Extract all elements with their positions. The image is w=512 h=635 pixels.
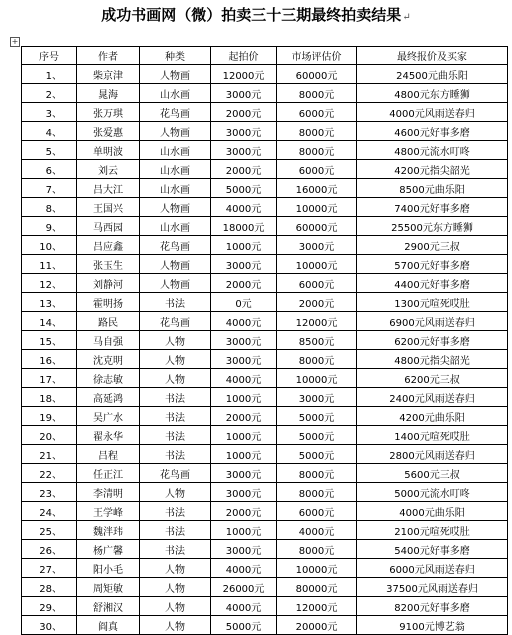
cell-category: 山水画: [140, 179, 211, 198]
cell-market-value: 16000元: [277, 179, 357, 198]
cell-final-price: 6000元风雨送春归: [357, 559, 508, 578]
cell-index: 15、: [22, 331, 77, 350]
cell-index: 17、: [22, 369, 77, 388]
table-row: [22, 103, 508, 122]
col-author-header: 作者: [77, 47, 140, 65]
cell-market-value: 12000元: [277, 597, 357, 616]
cell-final-price: 24500元曲乐阳: [357, 65, 508, 84]
cell-author: 任正江: [77, 464, 140, 483]
cell-author: 霍明扬: [77, 293, 140, 312]
table-row: [22, 521, 508, 540]
cell-market-value: 5000元: [277, 445, 357, 464]
cell-start-price: 3000元: [211, 331, 277, 350]
cell-author: 李清明: [77, 483, 140, 502]
cell-market-value: 2000元: [277, 293, 357, 312]
cell-category: 人物: [140, 597, 211, 616]
cell-final-price: 37500元风雨送春归: [357, 578, 508, 597]
cell-index: 3、: [22, 103, 77, 122]
cell-final-price: 5400元好事多磨: [357, 540, 508, 559]
cell-index: 23、: [22, 483, 77, 502]
cell-index: 20、: [22, 426, 77, 445]
cell-start-price: 4000元: [211, 369, 277, 388]
cell-final-price: 2800元风雨送春归: [357, 445, 508, 464]
cell-author: 路民: [77, 312, 140, 331]
table-row: [22, 426, 508, 445]
cell-start-price: 2000元: [211, 407, 277, 426]
cell-market-value: 6000元: [277, 274, 357, 293]
cell-author: 吕应鑫: [77, 236, 140, 255]
cell-market-value: 20000元: [277, 616, 357, 635]
cell-final-price: 8200元好事多磨: [357, 597, 508, 616]
paragraph-mark-icon: ↵: [402, 12, 411, 23]
cell-author: 阎真: [77, 616, 140, 635]
table-row: [22, 445, 508, 464]
cell-market-value: 60000元: [277, 65, 357, 84]
cell-start-price: 4000元: [211, 559, 277, 578]
cell-author: 刘静河: [77, 274, 140, 293]
cell-market-value: 6000元: [277, 502, 357, 521]
cell-start-price: 4000元: [211, 597, 277, 616]
cell-start-price: 2000元: [211, 103, 277, 122]
table-row: [22, 293, 508, 312]
cell-start-price: 4000元: [211, 312, 277, 331]
cell-author: 舒湘汉: [77, 597, 140, 616]
col-category-header: 种类: [140, 47, 211, 65]
cell-start-price: 1000元: [211, 426, 277, 445]
cell-index: 30、: [22, 616, 77, 635]
cell-author: 王国兴: [77, 198, 140, 217]
cell-market-value: 5000元: [277, 407, 357, 426]
cell-category: 人物画: [140, 198, 211, 217]
cell-category: 人物: [140, 369, 211, 388]
table-row: [22, 331, 508, 350]
cell-final-price: 5700元好事多磨: [357, 255, 508, 274]
cell-author: 张玉生: [77, 255, 140, 274]
cell-start-price: 2000元: [211, 502, 277, 521]
cell-start-price: 4000元: [211, 198, 277, 217]
cell-category: 人物: [140, 559, 211, 578]
table-row: [22, 274, 508, 293]
cell-market-value: 8000元: [277, 540, 357, 559]
cell-category: 人物画: [140, 65, 211, 84]
table-row: [22, 160, 508, 179]
cell-index: 5、: [22, 141, 77, 160]
cell-final-price: 1300元喧死哎肚: [357, 293, 508, 312]
cell-index: 18、: [22, 388, 77, 407]
cell-final-price: 6200元三叔: [357, 369, 508, 388]
cell-author: 吕大江: [77, 179, 140, 198]
table-row: [22, 84, 508, 103]
table-row: [22, 369, 508, 388]
cell-market-value: 10000元: [277, 559, 357, 578]
cell-category: 花鸟画: [140, 236, 211, 255]
document-title: [0, 4, 512, 29]
cell-start-price: 3000元: [211, 141, 277, 160]
cell-author: 柴京津: [77, 65, 140, 84]
cell-final-price: 4600元好事多磨: [357, 122, 508, 141]
table-row: [22, 122, 508, 141]
cell-index: 13、: [22, 293, 77, 312]
cell-category: 书法: [140, 445, 211, 464]
table-row: [22, 388, 508, 407]
cell-author: 单明波: [77, 141, 140, 160]
cell-start-price: 18000元: [211, 217, 277, 236]
cell-market-value: 6000元: [277, 103, 357, 122]
cell-start-price: 3000元: [211, 464, 277, 483]
cell-market-value: 12000元: [277, 312, 357, 331]
cell-final-price: 7400元好事多磨: [357, 198, 508, 217]
cell-start-price: 3000元: [211, 255, 277, 274]
cell-author: 马西园: [77, 217, 140, 236]
cell-category: 人物: [140, 483, 211, 502]
cell-index: 26、: [22, 540, 77, 559]
cell-category: 书法: [140, 426, 211, 445]
cell-category: 山水画: [140, 217, 211, 236]
cell-market-value: 6000元: [277, 160, 357, 179]
cell-market-value: 10000元: [277, 198, 357, 217]
cell-author: 阳小毛: [77, 559, 140, 578]
cell-final-price: 4000元曲乐阳: [357, 502, 508, 521]
cell-category: 人物画: [140, 255, 211, 274]
table-row: [22, 597, 508, 616]
cell-author: 周矩敏: [77, 578, 140, 597]
cell-index: 2、: [22, 84, 77, 103]
cell-market-value: 8500元: [277, 331, 357, 350]
cell-start-price: 1000元: [211, 445, 277, 464]
cell-final-price: 4200元指尖韶光: [357, 160, 508, 179]
cell-author: 王学峰: [77, 502, 140, 521]
table-row: [22, 540, 508, 559]
cell-final-price: 2100元喧死哎肚: [357, 521, 508, 540]
cell-author: 吴广水: [77, 407, 140, 426]
table-header-row: [22, 47, 508, 65]
cell-category: 书法: [140, 293, 211, 312]
cell-index: 9、: [22, 217, 77, 236]
cell-final-price: 8500元曲乐阳: [357, 179, 508, 198]
col-start-price-header: 起拍价: [211, 47, 277, 65]
cell-final-price: 2400元风雨送春归: [357, 388, 508, 407]
cell-category: 花鸟画: [140, 464, 211, 483]
cell-author: 马自强: [77, 331, 140, 350]
table-move-handle-icon[interactable]: +: [11, 37, 19, 46]
table-row: [22, 65, 508, 84]
cell-market-value: 8000元: [277, 141, 357, 160]
cell-index: 16、: [22, 350, 77, 369]
cell-market-value: 10000元: [277, 255, 357, 274]
table-row: [22, 483, 508, 502]
cell-final-price: 4800元流水叮咚: [357, 141, 508, 160]
cell-market-value: 60000元: [277, 217, 357, 236]
cell-start-price: 3000元: [211, 350, 277, 369]
cell-category: 书法: [140, 502, 211, 521]
cell-final-price: 4200元曲乐阳: [357, 407, 508, 426]
cell-author: 杨广馨: [77, 540, 140, 559]
cell-category: 书法: [140, 521, 211, 540]
cell-market-value: 8000元: [277, 350, 357, 369]
cell-start-price: 1000元: [211, 388, 277, 407]
cell-market-value: 5000元: [277, 426, 357, 445]
cell-author: 晁海: [77, 84, 140, 103]
cell-index: 19、: [22, 407, 77, 426]
cell-category: 人物画: [140, 122, 211, 141]
cell-start-price: 2000元: [211, 274, 277, 293]
cell-final-price: 9100元博艺翁: [357, 616, 508, 635]
cell-category: 书法: [140, 540, 211, 559]
auction-results-table: [21, 46, 508, 635]
cell-category: 山水画: [140, 160, 211, 179]
cell-index: 8、: [22, 198, 77, 217]
cell-index: 29、: [22, 597, 77, 616]
table-row: [22, 236, 508, 255]
cell-final-price: 6900元风雨送春归: [357, 312, 508, 331]
cell-start-price: 12000元: [211, 65, 277, 84]
cell-index: 14、: [22, 312, 77, 331]
table-row: [22, 255, 508, 274]
table-row: [22, 464, 508, 483]
cell-start-price: 5000元: [211, 179, 277, 198]
cell-market-value: 4000元: [277, 521, 357, 540]
cell-category: 人物: [140, 331, 211, 350]
table-row: [22, 312, 508, 331]
cell-index: 12、: [22, 274, 77, 293]
cell-index: 6、: [22, 160, 77, 179]
cell-start-price: 1000元: [211, 236, 277, 255]
cell-index: 25、: [22, 521, 77, 540]
cell-index: 7、: [22, 179, 77, 198]
cell-category: 人物: [140, 350, 211, 369]
cell-author: 沈克明: [77, 350, 140, 369]
cell-start-price: 3000元: [211, 540, 277, 559]
cell-category: 花鸟画: [140, 312, 211, 331]
table-row: [22, 141, 508, 160]
document-title-text: 成功书画网（微）拍卖三十三期最终拍卖结果: [101, 6, 402, 24]
cell-start-price: 5000元: [211, 616, 277, 635]
cell-market-value: 10000元: [277, 369, 357, 388]
cell-market-value: 80000元: [277, 578, 357, 597]
cell-index: 24、: [22, 502, 77, 521]
table-row: [22, 198, 508, 217]
col-market-value-header: 市场评估价: [277, 47, 357, 65]
cell-author: 吕程: [77, 445, 140, 464]
cell-final-price: 5000元流水叮咚: [357, 483, 508, 502]
cell-market-value: 3000元: [277, 236, 357, 255]
cell-category: 人物: [140, 578, 211, 597]
cell-market-value: 8000元: [277, 464, 357, 483]
cell-final-price: 4400元好事多磨: [357, 274, 508, 293]
cell-category: 人物: [140, 616, 211, 635]
col-index-header: 序号: [22, 47, 77, 65]
table-row: [22, 578, 508, 597]
table-row: [22, 559, 508, 578]
cell-index: 11、: [22, 255, 77, 274]
cell-final-price: 4000元风雨送春归: [357, 103, 508, 122]
cell-start-price: 1000元: [211, 521, 277, 540]
cell-index: 1、: [22, 65, 77, 84]
cell-category: 书法: [140, 388, 211, 407]
cell-final-price: 25500元东方睡狮: [357, 217, 508, 236]
cell-author: 刘云: [77, 160, 140, 179]
cell-category: 书法: [140, 407, 211, 426]
cell-final-price: 4800元指尖韶光: [357, 350, 508, 369]
cell-index: 28、: [22, 578, 77, 597]
table-row: [22, 179, 508, 198]
cell-category: 山水画: [140, 84, 211, 103]
cell-category: 人物画: [140, 274, 211, 293]
table-row: [22, 350, 508, 369]
table-row: [22, 616, 508, 635]
cell-market-value: 3000元: [277, 388, 357, 407]
cell-category: 山水画: [140, 141, 211, 160]
cell-index: 4、: [22, 122, 77, 141]
cell-start-price: 26000元: [211, 578, 277, 597]
cell-author: 翟永华: [77, 426, 140, 445]
cell-start-price: 3000元: [211, 122, 277, 141]
cell-index: 21、: [22, 445, 77, 464]
cell-start-price: 2000元: [211, 160, 277, 179]
cell-index: 10、: [22, 236, 77, 255]
cell-final-price: 4800元东方睡狮: [357, 84, 508, 103]
cell-final-price: 1400元喧死哎肚: [357, 426, 508, 445]
cell-author: 张万琪: [77, 103, 140, 122]
cell-index: 27、: [22, 559, 77, 578]
cell-author: 徐志敏: [77, 369, 140, 388]
cell-author: 张爱惠: [77, 122, 140, 141]
cell-author: 魏泮玮: [77, 521, 140, 540]
cell-final-price: 2900元三叔: [357, 236, 508, 255]
cell-start-price: 0元: [211, 293, 277, 312]
table-body: [22, 65, 508, 635]
cell-market-value: 8000元: [277, 84, 357, 103]
cell-author: 高延鸿: [77, 388, 140, 407]
cell-final-price: 6200元好事多磨: [357, 331, 508, 350]
cell-start-price: 3000元: [211, 483, 277, 502]
table-row: [22, 502, 508, 521]
table-row: [22, 407, 508, 426]
cell-index: 22、: [22, 464, 77, 483]
col-final-price-header: 最终报价及买家: [357, 47, 508, 65]
table-row: [22, 217, 508, 236]
cell-market-value: 8000元: [277, 483, 357, 502]
cell-final-price: 5600元三叔: [357, 464, 508, 483]
cell-start-price: 3000元: [211, 84, 277, 103]
cell-market-value: 8000元: [277, 122, 357, 141]
cell-category: 花鸟画: [140, 103, 211, 122]
